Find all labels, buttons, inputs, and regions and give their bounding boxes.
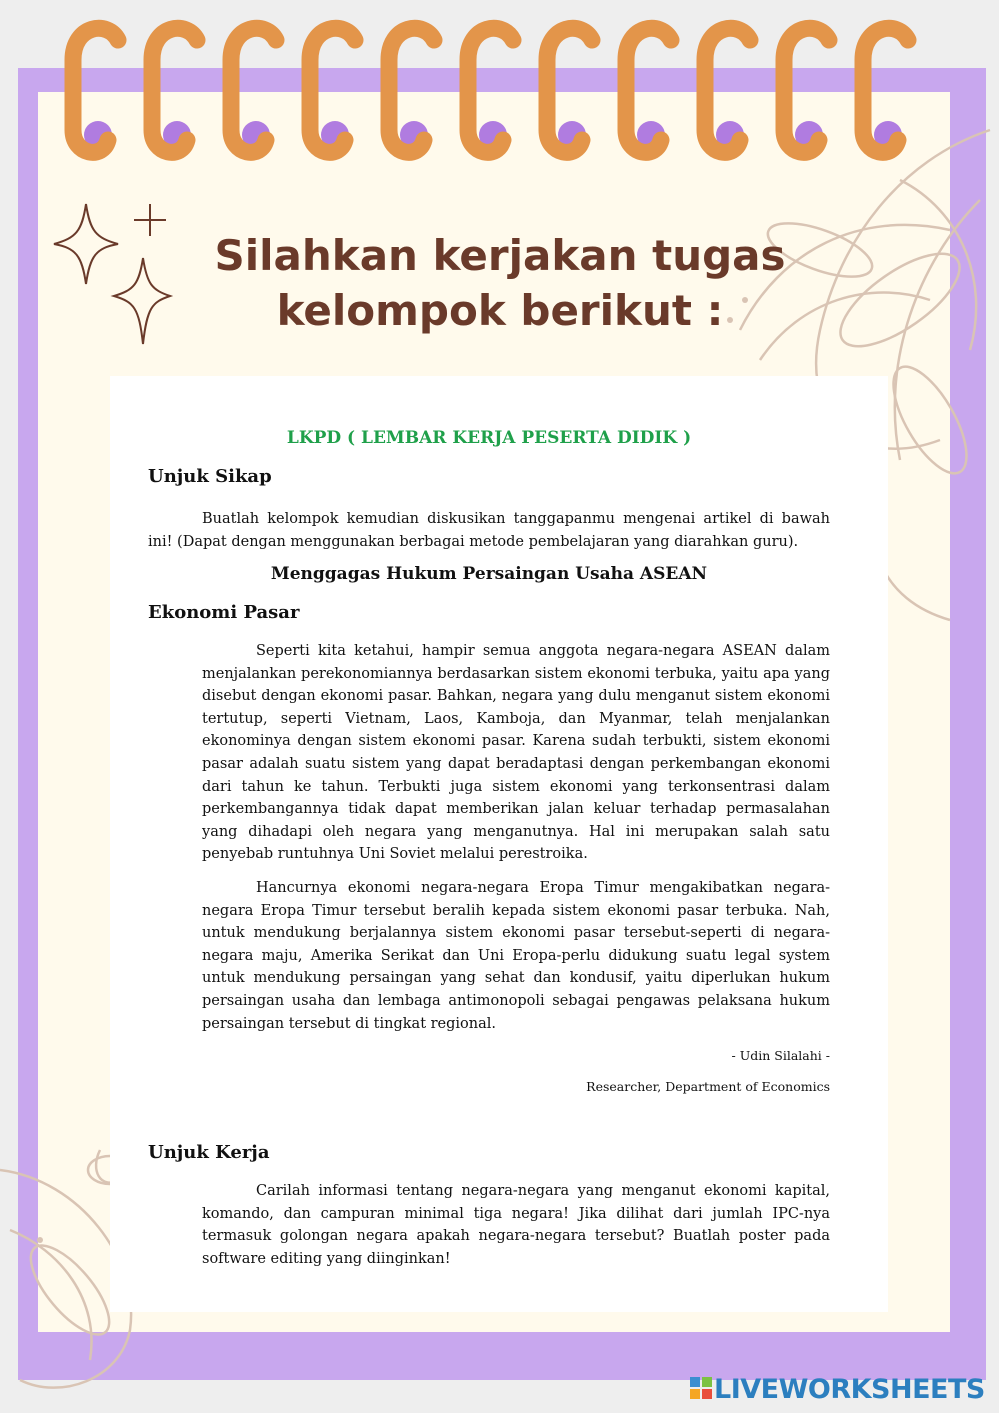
article-paragraph-1: Seperti kita ketahui, hampir semua anggota negara-negara ASEAN dalam menjalankan perekonomiannya berdasarkan sistem ekonomi terbuka, yaitu apa yang disebut dengan ekonomi pasar. Bahkan, negara yang dulu menganut sistem ekonomi tertutup, seperti Vietnam, Laos, Kamboja, dan Myanmar, telah menjalankan ekonominya dengan sistem ekonomi pasar. Karena sudah terbukti, sistem ekonomi pasar adalah suatu sistem yang dapat beradaptasi dengan perkembangan ekonomi dari tahun ke tahun. Terbukti juga sistem ekonomi yang terkonsentrasi dalam perkembangannya tidak dapat memberikan jalan keluar terhadap permasalahan yang dihadapi oleh negara yang menganutnya. Hal ini merupakan salah satu penyebab runtuhnya Uni Soviet melalui perestroika. bbox=[202, 643, 830, 863]
worksheet-document bbox=[110, 376, 888, 1312]
article-author-role: Researcher, Department of Economics bbox=[586, 1079, 830, 1094]
title-line-1: Silahkan kerjakan tugas bbox=[214, 231, 786, 280]
section-unjuk-kerja-title: Unjuk Kerja bbox=[148, 1142, 270, 1163]
page-title bbox=[150, 228, 850, 338]
section-unjuk-sikap-text: Buatlah kelompok kemudian diskusikan tanggapanmu mengenai artikel di bawah ini! (Dapat dengan menggunakan berbagai metode pembelajaran yang diarahkan guru). bbox=[148, 511, 830, 550]
document-heading: LKPD ( LEMBAR KERJA PESERTA DIDIK ) bbox=[286, 428, 692, 448]
section-unjuk-kerja-text: Carilah informasi tentang negara-negara yang menganut ekonomi kapital, komando, dan campuran minimal tiga negara! Jika dilihat dari jumlah IPC-nya termasuk golongan negara apakah negara-negara tersebut? Buatlah poster pada software editing yang diinginkan! bbox=[202, 1183, 830, 1267]
title-line-2: kelompok berikut : bbox=[276, 286, 724, 335]
logo-text: LIVEWORKSHEETS bbox=[714, 1373, 985, 1405]
spiral-rings bbox=[0, 0, 999, 180]
article-author: - Udin Silalahi - bbox=[731, 1048, 830, 1063]
liveworksheets-logo bbox=[690, 1374, 985, 1404]
article-title: Menggagas Hukum Persaingan Usaha ASEAN bbox=[270, 564, 708, 584]
liveworksheets-logo-icon bbox=[690, 1377, 714, 1401]
section-unjuk-sikap-title: Unjuk Sikap bbox=[148, 466, 272, 487]
article-paragraph-2: Hancurnya ekonomi negara-negara Eropa Timur mengakibatkan negara-negara Eropa Timur tersebut beralih kepada sistem ekonomi pasar terbuka. Nah, untuk mendukung berjalannya sistem ekonomi pasar tersebut-seperti di negara-negara maju, Amerika Serikat dan Uni Eropa-perlu didukung suatu legal system untuk mendukung persaingan yang sehat dan kondusif, yaitu diperlukan hukum persaingan usaha dan lembaga antimonopoli sebagai pengawas pelaksana hukum persaingan tersebut di tingkat regional. bbox=[202, 880, 830, 1032]
article-subheading: Ekonomi Pasar bbox=[148, 602, 300, 623]
